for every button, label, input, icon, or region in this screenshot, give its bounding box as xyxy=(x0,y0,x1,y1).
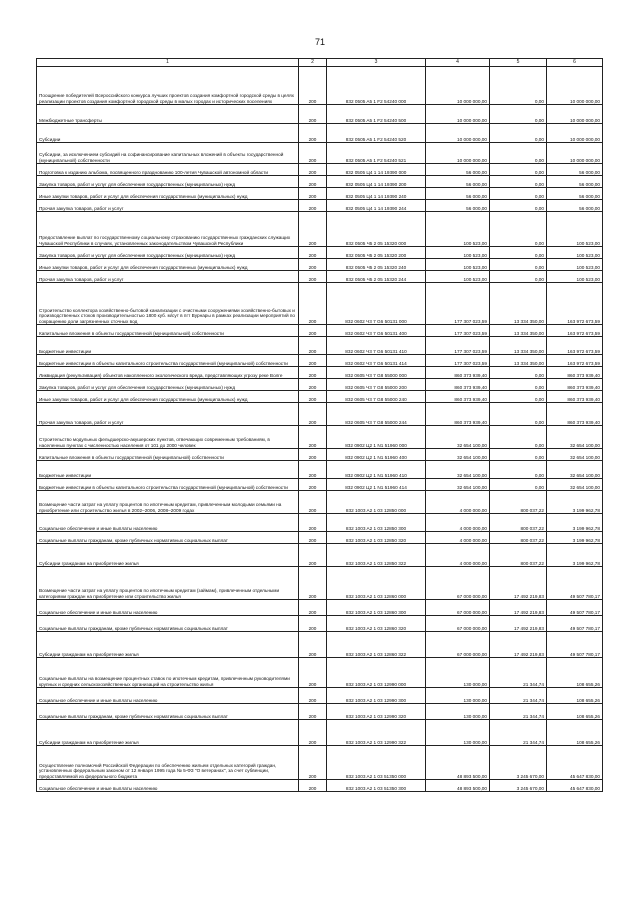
item-classification-code: 832 1003 A2 1 03 12990 300 xyxy=(327,688,426,704)
table-row xyxy=(37,426,603,449)
item-change-amount: 800 037,22 xyxy=(490,532,547,544)
budget-table xyxy=(36,58,603,792)
item-name: Социальное обеспечение и иные выплаты населению xyxy=(37,780,299,792)
item-classification-code: 832 0505 A5 1 F2 54240 520 xyxy=(327,124,426,143)
item-approved-amount: 130 000,00 xyxy=(426,688,490,704)
item-change-amount: 21 344,74 xyxy=(490,688,547,704)
item-line-code: 200 xyxy=(299,688,327,704)
item-classification-code: 832 0602 Ч3 7 G6 50131 410 xyxy=(327,337,426,355)
table-row xyxy=(37,391,603,403)
item-line-code: 200 xyxy=(299,632,327,658)
item-line-code: 200 xyxy=(299,532,327,544)
item-change-amount: 0,00 xyxy=(490,379,547,391)
item-line-code: 200 xyxy=(299,325,327,337)
item-approved-amount: 10 000 000,00 xyxy=(426,105,490,124)
item-classification-code: 832 0505 Ч5 2 05 15320 244 xyxy=(327,271,426,283)
item-total-amount: 108 655,26 xyxy=(547,704,603,720)
table-row xyxy=(37,105,603,124)
item-classification-code: 832 0902 Ц2 1 N1 51960 000 xyxy=(327,426,426,449)
item-classification-code: 832 1003 A2 1 03 12850 000 xyxy=(327,491,426,514)
item-approved-amount: 4 000 000,00 xyxy=(426,532,490,544)
item-classification-code: 832 0602 Ч3 7 G6 50131 000 xyxy=(327,283,426,325)
item-line-code: 200 xyxy=(299,283,327,325)
item-change-amount: 3 245 670,00 xyxy=(490,746,547,780)
item-line-code: 200 xyxy=(299,391,327,403)
item-line-code: 200 xyxy=(299,426,327,449)
item-approved-amount: 67 000 000,00 xyxy=(426,616,490,632)
item-name: Социальное обеспечение и иные выплаты населению xyxy=(37,600,299,616)
item-classification-code: 832 0505 Ч5 2 05 15320 200 xyxy=(327,247,426,259)
header-cell-1: 1 xyxy=(37,59,299,67)
item-approved-amount: 100 523,00 xyxy=(426,212,490,247)
item-line-code: 200 xyxy=(299,514,327,532)
item-total-amount: 10 000 000,00 xyxy=(547,67,603,105)
item-classification-code: 832 1003 A2 1 03 12860 000 xyxy=(327,567,426,600)
item-approved-amount: 177 307 023,59 xyxy=(426,337,490,355)
table-row xyxy=(37,259,603,271)
item-change-amount: 0,00 xyxy=(490,367,547,379)
item-line-code: 200 xyxy=(299,461,327,479)
item-classification-code: 832 0605 Ч3 7 G8 55000 244 xyxy=(327,403,426,426)
item-approved-amount: 130 000,00 xyxy=(426,658,490,688)
table-row xyxy=(37,164,603,176)
table-row xyxy=(37,337,603,355)
item-classification-code: 832 0505 Ч5 2 05 15320 240 xyxy=(327,259,426,271)
item-change-amount: 800 037,22 xyxy=(490,491,547,514)
item-name: Капитальные вложения в объекты государственной (муниципальной) собственности xyxy=(37,449,299,461)
item-name: Строительство коллектора хозяйственно-бытовой канализации с очистными сооружениями хозяйственно-бытовых и производственных стоков производительностью 1800 куб. м/сут в пгт Вурнары в рамках реализации мероприятий по сокращению доли загрязненных сточных вод xyxy=(37,283,299,325)
table-row xyxy=(37,379,603,391)
item-approved-amount: 100 523,00 xyxy=(426,259,490,271)
header-cell-5: 5 xyxy=(490,59,547,67)
item-approved-amount: 130 000,00 xyxy=(426,704,490,720)
item-total-amount: 163 972 673,59 xyxy=(547,355,603,367)
item-name: Субсидии гражданам на приобретение жилья xyxy=(37,632,299,658)
item-name: Закупка товаров, работ и услуг для обеспечения государственных (муниципальных) нужд xyxy=(37,176,299,188)
table-row xyxy=(37,143,603,164)
table-row xyxy=(37,403,603,426)
table-row xyxy=(37,688,603,704)
item-classification-code: 832 1003 A2 1 03 12850 300 xyxy=(327,514,426,532)
item-line-code: 200 xyxy=(299,247,327,259)
item-line-code: 200 xyxy=(299,746,327,780)
item-name: Ликвидация (рекультивация) объектов накопленного экологического вреда, представляющих угрозу реке Волге xyxy=(37,367,299,379)
item-change-amount: 13 334 350,00 xyxy=(490,337,547,355)
item-name: Осуществление полномочий Российской Федерации по обеспечению жильем отдельных категорий граждан, установленных федеральным законом от 12 января 1995 года № 5-ФЗ "О ветеранах", за счет субвенции, предоставляемой из федерального бюджета xyxy=(37,746,299,780)
item-approved-amount: 860 373 939,40 xyxy=(426,379,490,391)
header-cell-3: 3 xyxy=(327,59,426,67)
item-total-amount: 3 199 962,78 xyxy=(547,491,603,514)
item-total-amount: 100 523,00 xyxy=(547,259,603,271)
item-approved-amount: 860 373 939,40 xyxy=(426,367,490,379)
table-header-row xyxy=(37,59,603,67)
item-change-amount: 17 492 219,83 xyxy=(490,616,547,632)
table-row xyxy=(37,212,603,247)
item-total-amount: 3 199 962,78 xyxy=(547,544,603,567)
item-approved-amount: 4 000 000,00 xyxy=(426,514,490,532)
item-total-amount: 49 507 780,17 xyxy=(547,567,603,600)
item-name: Бюджетные инвестиции в объекты капитального строительства государственной (муниципальной) собственности xyxy=(37,355,299,367)
item-classification-code: 832 0602 Ч3 7 G6 50131 400 xyxy=(327,325,426,337)
item-line-code: 200 xyxy=(299,188,327,200)
item-classification-code: 832 1003 A2 1 03 51350 000 xyxy=(327,746,426,780)
header-cell-2: 2 xyxy=(299,59,327,67)
item-name: Прочая закупка товаров, работ и услуг xyxy=(37,200,299,212)
item-approved-amount: 100 523,00 xyxy=(426,271,490,283)
item-name: Субсидии xyxy=(37,124,299,143)
table-row xyxy=(37,780,603,792)
item-name: Бюджетные инвестиции xyxy=(37,461,299,479)
table-row xyxy=(37,532,603,544)
item-approved-amount: 56 000,00 xyxy=(426,164,490,176)
item-total-amount: 49 507 780,17 xyxy=(547,616,603,632)
item-total-amount: 10 000 000,00 xyxy=(547,105,603,124)
item-change-amount: 0,00 xyxy=(490,449,547,461)
item-total-amount: 32 654 100,00 xyxy=(547,449,603,461)
item-classification-code: 832 0505 A5 1 F2 54240 000 xyxy=(327,67,426,105)
item-name: Возмещение части затрат на уплату процентов по ипотечным кредитам (займам), привлеченным отдельными категориями граждан на приобретение или строительство жилья xyxy=(37,567,299,600)
item-change-amount: 0,00 xyxy=(490,124,547,143)
table-row xyxy=(37,367,603,379)
item-total-amount: 163 972 673,59 xyxy=(547,337,603,355)
table-row xyxy=(37,176,603,188)
item-classification-code: 832 1003 A2 1 03 51350 300 xyxy=(327,780,426,792)
item-line-code: 200 xyxy=(299,124,327,143)
item-approved-amount: 177 307 023,59 xyxy=(426,283,490,325)
table-row xyxy=(37,325,603,337)
item-change-amount: 0,00 xyxy=(490,164,547,176)
item-approved-amount: 32 654 100,00 xyxy=(426,449,490,461)
item-total-amount: 860 373 939,40 xyxy=(547,379,603,391)
item-line-code: 200 xyxy=(299,544,327,567)
item-classification-code: 832 1003 A2 1 03 12850 322 xyxy=(327,544,426,567)
table-row xyxy=(37,461,603,479)
item-approved-amount: 177 307 023,59 xyxy=(426,355,490,367)
item-name: Иные закупки товаров, работ и услуг для обеспечения государственных (муниципальных) нужд xyxy=(37,188,299,200)
item-total-amount: 163 972 673,59 xyxy=(547,283,603,325)
item-name: Прочая закупка товаров, работ и услуг xyxy=(37,403,299,426)
item-name: Предоставление выплат по государственному социальному страхованию государственных гражданских служащих Чувашской Республики в случаях, установленных законодательством Чувашской Республики xyxy=(37,212,299,247)
table-row xyxy=(37,514,603,532)
table-row xyxy=(37,479,603,491)
item-change-amount: 0,00 xyxy=(490,271,547,283)
header-cell-4: 4 xyxy=(426,59,490,67)
item-total-amount: 49 507 780,17 xyxy=(547,632,603,658)
item-name: Социальные выплаты гражданам, кроме публичных нормативных социальных выплат xyxy=(37,704,299,720)
item-change-amount: 0,00 xyxy=(490,259,547,271)
item-name: Капитальные вложения в объекты государственной (муниципальной) собственности xyxy=(37,325,299,337)
item-change-amount: 800 037,22 xyxy=(490,514,547,532)
item-classification-code: 832 1003 A2 1 03 12860 300 xyxy=(327,600,426,616)
item-change-amount: 0,00 xyxy=(490,461,547,479)
item-line-code: 200 xyxy=(299,67,327,105)
item-classification-code: 832 0902 Ц2 1 N1 51960 400 xyxy=(327,449,426,461)
item-change-amount: 0,00 xyxy=(490,105,547,124)
item-total-amount: 3 199 962,78 xyxy=(547,514,603,532)
item-change-amount: 0,00 xyxy=(490,188,547,200)
item-line-code: 200 xyxy=(299,105,327,124)
item-classification-code: 832 0505 Ч5 2 05 15320 000 xyxy=(327,212,426,247)
item-total-amount: 100 523,00 xyxy=(547,271,603,283)
item-line-code: 200 xyxy=(299,271,327,283)
item-total-amount: 56 000,00 xyxy=(547,176,603,188)
item-classification-code: 832 1003 A2 1 03 12990 000 xyxy=(327,658,426,688)
item-name: Субсидии гражданам на приобретение жилья xyxy=(37,720,299,746)
item-change-amount: 17 492 219,83 xyxy=(490,567,547,600)
item-total-amount: 10 000 000,00 xyxy=(547,124,603,143)
item-approved-amount: 10 000 000,00 xyxy=(426,143,490,164)
item-approved-amount: 32 654 100,00 xyxy=(426,426,490,449)
item-classification-code: 832 1003 A2 1 03 12990 322 xyxy=(327,720,426,746)
item-line-code: 200 xyxy=(299,143,327,164)
table-row xyxy=(37,355,603,367)
item-approved-amount: 67 000 000,00 xyxy=(426,632,490,658)
table-row xyxy=(37,449,603,461)
table-row xyxy=(37,67,603,105)
item-line-code: 200 xyxy=(299,164,327,176)
item-line-code: 200 xyxy=(299,449,327,461)
item-name: Межбюджетные трансферты xyxy=(37,105,299,124)
item-name: Закупка товаров, работ и услуг для обеспечения государственных (муниципальных) нужд xyxy=(37,379,299,391)
item-change-amount: 800 037,22 xyxy=(490,544,547,567)
item-name: Социальное обеспечение и иные выплаты населению xyxy=(37,514,299,532)
table-row xyxy=(37,283,603,325)
item-total-amount: 100 523,00 xyxy=(547,247,603,259)
item-approved-amount: 10 000 000,00 xyxy=(426,67,490,105)
item-total-amount: 32 654 100,00 xyxy=(547,479,603,491)
item-change-amount: 0,00 xyxy=(490,143,547,164)
item-classification-code: 832 0605 Ч3 7 G8 55000 000 xyxy=(327,367,426,379)
item-line-code: 200 xyxy=(299,367,327,379)
item-change-amount: 0,00 xyxy=(490,426,547,449)
item-name: Бюджетные инвестиции в объекты капитального строительства государственной (муниципальной) собственности xyxy=(37,479,299,491)
item-name: Поощрение победителей Всероссийского конкурса лучших проектов создания комфортной городской среды в целях реализации проектов создания комфортной городской среды в малых городах и исторических поселениях xyxy=(37,67,299,105)
item-total-amount: 49 507 780,17 xyxy=(547,600,603,616)
item-approved-amount: 67 000 000,00 xyxy=(426,567,490,600)
item-classification-code: 832 1003 A2 1 03 12860 322 xyxy=(327,632,426,658)
item-total-amount: 860 373 939,40 xyxy=(547,391,603,403)
item-approved-amount: 32 654 100,00 xyxy=(426,479,490,491)
item-name: Иные закупки товаров, работ и услуг для обеспечения государственных (муниципальных) нужд xyxy=(37,259,299,271)
item-change-amount: 13 334 350,00 xyxy=(490,355,547,367)
item-change-amount: 3 245 670,00 xyxy=(490,780,547,792)
item-approved-amount: 32 654 100,00 xyxy=(426,461,490,479)
item-line-code: 200 xyxy=(299,704,327,720)
table-row xyxy=(37,658,603,688)
item-name: Иные закупки товаров, работ и услуг для обеспечения государственных (муниципальных) нужд xyxy=(37,391,299,403)
item-name: Возмещение части затрат на уплату процентов по ипотечным кредитам, привлеченным молодыми семьями на приобретение или строительство жилья в 2002–2006, 2008–2009 годах xyxy=(37,491,299,514)
item-approved-amount: 56 000,00 xyxy=(426,176,490,188)
item-change-amount: 0,00 xyxy=(490,391,547,403)
page-number: 71 xyxy=(314,37,325,47)
item-approved-amount: 177 307 023,59 xyxy=(426,325,490,337)
item-change-amount: 17 492 219,83 xyxy=(490,600,547,616)
table-row xyxy=(37,271,603,283)
item-total-amount: 860 373 939,40 xyxy=(547,403,603,426)
item-approved-amount: 56 000,00 xyxy=(426,188,490,200)
item-total-amount: 56 000,00 xyxy=(547,164,603,176)
item-approved-amount: 4 000 000,00 xyxy=(426,491,490,514)
item-line-code: 200 xyxy=(299,491,327,514)
item-change-amount: 17 492 219,83 xyxy=(490,632,547,658)
item-classification-code: 832 0505 Ц4 1 14 19390 200 xyxy=(327,176,426,188)
item-name: Социальное обеспечение и иные выплаты населению xyxy=(37,688,299,704)
item-line-code: 200 xyxy=(299,479,327,491)
item-classification-code: 832 0505 Ц4 1 14 19390 240 xyxy=(327,188,426,200)
item-total-amount: 56 000,00 xyxy=(547,188,603,200)
item-line-code: 200 xyxy=(299,212,327,247)
item-classification-code: 832 1003 A2 1 03 12850 320 xyxy=(327,532,426,544)
table-row xyxy=(37,746,603,780)
item-total-amount: 163 972 673,59 xyxy=(547,325,603,337)
item-classification-code: 832 0605 Ч3 7 G8 55000 240 xyxy=(327,391,426,403)
table-row xyxy=(37,188,603,200)
item-change-amount: 0,00 xyxy=(490,212,547,247)
item-approved-amount: 100 523,00 xyxy=(426,247,490,259)
item-name: Субсидии, за исключением субсидий на софинансирование капитальных вложений в объекты государственной (муниципальной) собственности xyxy=(37,143,299,164)
item-total-amount: 10 000 000,00 xyxy=(547,143,603,164)
item-total-amount: 45 647 830,00 xyxy=(547,746,603,780)
item-name: Социальные выплаты гражданам, кроме публичных нормативных социальных выплат xyxy=(37,532,299,544)
item-total-amount: 32 654 100,00 xyxy=(547,461,603,479)
item-classification-code: 832 0605 Ч3 7 G8 55000 200 xyxy=(327,379,426,391)
item-total-amount: 860 373 939,40 xyxy=(547,367,603,379)
item-name: Строительство модульных фельдшерско-акушерских пунктов, отвечающих современным требованиям, в населенных пунктах с численностью населения от 101 до 2000 человек xyxy=(37,426,299,449)
item-change-amount: 21 344,74 xyxy=(490,720,547,746)
item-change-amount: 13 334 350,00 xyxy=(490,283,547,325)
item-total-amount: 108 655,26 xyxy=(547,720,603,746)
item-change-amount: 0,00 xyxy=(490,67,547,105)
table-row xyxy=(37,632,603,658)
item-classification-code: 832 0505 Ц4 1 14 19390 244 xyxy=(327,200,426,212)
item-classification-code: 832 1003 A2 1 03 12990 320 xyxy=(327,704,426,720)
item-name: Подготовка к изданию альбома, посвященного празднованию 100-летия Чувашской автономной области xyxy=(37,164,299,176)
item-line-code: 200 xyxy=(299,200,327,212)
item-change-amount: 13 334 350,00 xyxy=(490,325,547,337)
item-line-code: 200 xyxy=(299,379,327,391)
item-classification-code: 832 0505 A5 1 F2 54240 500 xyxy=(327,105,426,124)
item-name: Социальные выплаты гражданам, кроме публичных нормативных социальных выплат xyxy=(37,616,299,632)
item-approved-amount: 56 000,00 xyxy=(426,200,490,212)
item-line-code: 200 xyxy=(299,176,327,188)
table-row xyxy=(37,491,603,514)
item-line-code: 200 xyxy=(299,616,327,632)
item-line-code: 200 xyxy=(299,567,327,600)
item-name: Субсидии гражданам на приобретение жилья xyxy=(37,544,299,567)
item-approved-amount: 4 000 000,00 xyxy=(426,544,490,567)
item-classification-code: 832 1003 A2 1 03 12860 320 xyxy=(327,616,426,632)
item-line-code: 200 xyxy=(299,720,327,746)
item-change-amount: 0,00 xyxy=(490,176,547,188)
table-row xyxy=(37,124,603,143)
item-change-amount: 0,00 xyxy=(490,200,547,212)
item-approved-amount: 67 000 000,00 xyxy=(426,600,490,616)
item-name: Закупка товаров, работ и услуг для обеспечения государственных (муниципальных) нужд xyxy=(37,247,299,259)
table-row xyxy=(37,720,603,746)
item-approved-amount: 860 373 939,40 xyxy=(426,391,490,403)
item-classification-code: 832 0902 Ц2 1 N1 51960 410 xyxy=(327,461,426,479)
item-line-code: 200 xyxy=(299,780,327,792)
item-total-amount: 108 655,26 xyxy=(547,688,603,704)
item-line-code: 200 xyxy=(299,403,327,426)
table-row xyxy=(37,704,603,720)
item-approved-amount: 10 000 000,00 xyxy=(426,124,490,143)
item-total-amount: 45 647 830,00 xyxy=(547,780,603,792)
item-line-code: 200 xyxy=(299,658,327,688)
item-line-code: 200 xyxy=(299,600,327,616)
item-change-amount: 0,00 xyxy=(490,479,547,491)
table-row xyxy=(37,616,603,632)
table-row xyxy=(37,567,603,600)
item-total-amount: 100 523,00 xyxy=(547,212,603,247)
item-total-amount: 32 654 100,00 xyxy=(547,426,603,449)
item-change-amount: 21 344,74 xyxy=(490,704,547,720)
item-change-amount: 0,00 xyxy=(490,403,547,426)
item-classification-code: 832 0505 A5 1 F2 54240 521 xyxy=(327,143,426,164)
item-approved-amount: 130 000,00 xyxy=(426,720,490,746)
table-row xyxy=(37,600,603,616)
item-approved-amount: 860 373 939,40 xyxy=(426,403,490,426)
item-classification-code: 832 0505 Ц4 1 14 19390 000 xyxy=(327,164,426,176)
item-total-amount: 3 199 962,78 xyxy=(547,532,603,544)
item-name: Бюджетные инвестиции xyxy=(37,337,299,355)
item-total-amount: 56 000,00 xyxy=(547,200,603,212)
table-row xyxy=(37,247,603,259)
item-change-amount: 21 344,74 xyxy=(490,658,547,688)
item-line-code: 200 xyxy=(299,259,327,271)
item-line-code: 200 xyxy=(299,337,327,355)
item-total-amount: 108 655,26 xyxy=(547,658,603,688)
table-row xyxy=(37,200,603,212)
item-classification-code: 832 0902 Ц2 1 N1 51960 414 xyxy=(327,479,426,491)
table-row xyxy=(37,544,603,567)
item-approved-amount: 48 893 500,00 xyxy=(426,746,490,780)
item-name: Прочая закупка товаров, работ и услуг xyxy=(37,271,299,283)
item-approved-amount: 48 893 500,00 xyxy=(426,780,490,792)
item-classification-code: 832 0602 Ч3 7 G6 50131 414 xyxy=(327,355,426,367)
item-name: Социальные выплаты на возмещение процентных ставок по ипотечным кредитам, привлеченным руководителями крупных и средних сельскохозяйственных организаций на строительство жилья xyxy=(37,658,299,688)
header-cell-6: 6 xyxy=(547,59,603,67)
item-line-code: 200 xyxy=(299,355,327,367)
item-change-amount: 0,00 xyxy=(490,247,547,259)
